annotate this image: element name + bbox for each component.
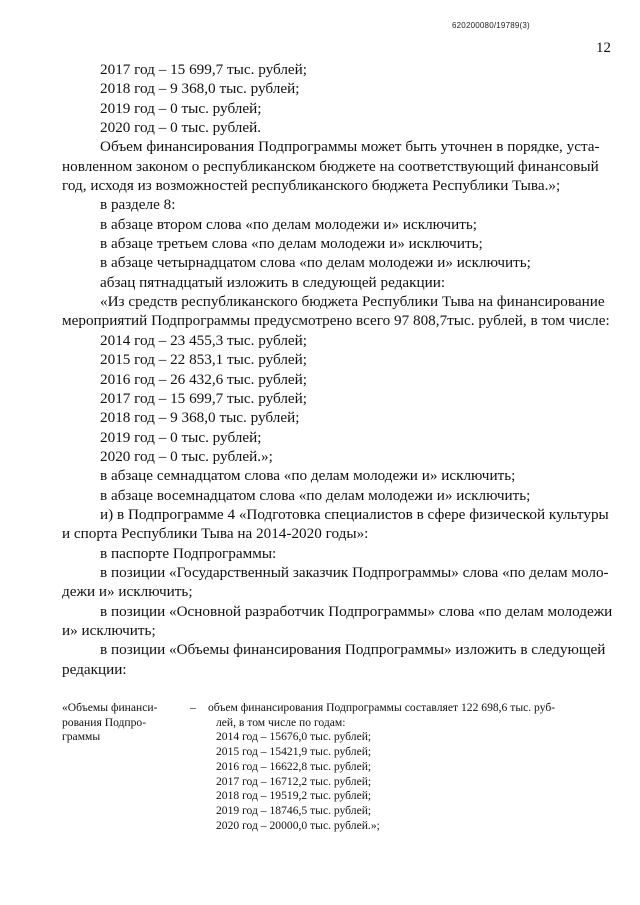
table-label-line: граммы bbox=[62, 730, 101, 744]
table-value-cell bbox=[208, 701, 584, 833]
text-line: дежи и» исключить; bbox=[62, 583, 193, 601]
text-line: 2018 год – 9 368,0 тыс. рублей; bbox=[100, 409, 300, 427]
text-line: и» исключить; bbox=[62, 621, 156, 639]
table-label-line: рования Подпро- bbox=[62, 715, 147, 729]
text-line: 2020 год – 0 тыс. рублей.»; bbox=[100, 447, 273, 465]
text-line: 2018 год – 9 368,0 тыс. рублей; bbox=[100, 80, 300, 98]
table-value-line: лей, в том числе по годам: bbox=[216, 715, 346, 729]
text-line: в позиции «Объемы финансирования Подпрограммы» изложить в следующей bbox=[100, 641, 606, 659]
table-value-line: объем финансирования Подпрограммы составляет 122 698,6 тыс. руб- bbox=[208, 701, 556, 714]
text-line: в абзаце втором слова «по делам молодежи и» исключить; bbox=[100, 215, 477, 233]
text-line: в абзаце семнадцатом слова «по делам молодежи и» исключить; bbox=[100, 467, 516, 485]
text-line: 2020 год – 0 тыс. рублей. bbox=[100, 119, 262, 137]
text-line: в абзаце третьем слова «по делам молодежи и» исключить; bbox=[100, 235, 483, 253]
text-line: 2017 год – 15 699,7 тыс. рублей; bbox=[100, 389, 308, 407]
text-line: в позиции «Основной разработчик Подпрограммы» слова «по делам молодежи bbox=[100, 602, 613, 620]
text-line: 2017 год – 15 699,7 тыс. рублей; bbox=[100, 61, 308, 78]
text-line: в паспорте Подпрограммы: bbox=[100, 544, 277, 562]
table-value-line: 2017 год – 16712,2 тыс. рублей; bbox=[216, 774, 372, 788]
text-line: и) в Подпрограмме 4 «Подготовка специалистов в сфере физической культуры bbox=[100, 505, 609, 523]
table-dash: – bbox=[190, 701, 196, 714]
text-line: в абзаце четырнадцатом слова «по делам молодежи и» исключить; bbox=[100, 254, 531, 272]
text-line: 2016 год – 26 432,6 тыс. рублей; bbox=[100, 370, 308, 388]
document-id: 620200080/19789(3) bbox=[452, 21, 530, 30]
table-label-line: «Объемы финанси- bbox=[62, 701, 158, 714]
table-value-line: 2019 год – 18746,5 тыс. рублей; bbox=[216, 803, 372, 817]
text-line: 2019 год – 0 тыс. рублей; bbox=[100, 99, 262, 117]
text-line: Объем финансирования Подпрограммы может быть уточнен в порядке, уста- bbox=[100, 138, 600, 156]
document-body bbox=[62, 60, 613, 833]
table-value-line: 2020 год – 20000,0 тыс. рублей.»; bbox=[216, 818, 380, 832]
text-line: мероприятий Подпрограммы предусмотрено всего 97 808,7тыс. рублей, в том числе: bbox=[62, 312, 610, 330]
text-line: в позиции «Государственный заказчик Подпрограммы» слова «по делам моло- bbox=[100, 563, 609, 581]
text-line: 2019 год – 0 тыс. рублей; bbox=[100, 428, 262, 446]
text-line: 2015 год – 22 853,1 тыс. рублей; bbox=[100, 351, 308, 369]
text-line: редакции: bbox=[62, 660, 127, 678]
table-value-line: 2014 год – 15676,0 тыс. рублей; bbox=[216, 730, 372, 744]
text-line: в разделе 8: bbox=[100, 196, 176, 214]
text-line: абзац пятнадцатый изложить в следующей редакции: bbox=[100, 273, 446, 291]
page-number: 12 bbox=[596, 40, 611, 56]
financing-table bbox=[62, 701, 584, 833]
table-label-cell bbox=[62, 701, 190, 833]
text-line: год, исходя из возможностей республиканского бюджета Республики Тыва.»; bbox=[62, 177, 561, 195]
table-value-line: 2015 год – 15421,9 тыс. рублей; bbox=[216, 745, 372, 759]
table-value-line: 2016 год – 16622,8 тыс. рублей; bbox=[216, 759, 372, 773]
text-line: «Из средств республиканского бюджета Республики Тыва на финансирование bbox=[100, 293, 605, 311]
text-line: новленном законом о республиканском бюджете на соответствующий финансовый bbox=[62, 157, 599, 175]
text-line: в абзаце восемнадцатом слова «по делам молодежи и» исключить; bbox=[100, 486, 531, 504]
text-line: 2014 год – 23 455,3 тыс. рублей; bbox=[100, 331, 308, 349]
table-value-line: 2018 год – 19519,2 тыс. рублей; bbox=[216, 789, 372, 803]
text-line: и спорта Республики Тыва на 2014-2020 годы»: bbox=[62, 525, 369, 543]
